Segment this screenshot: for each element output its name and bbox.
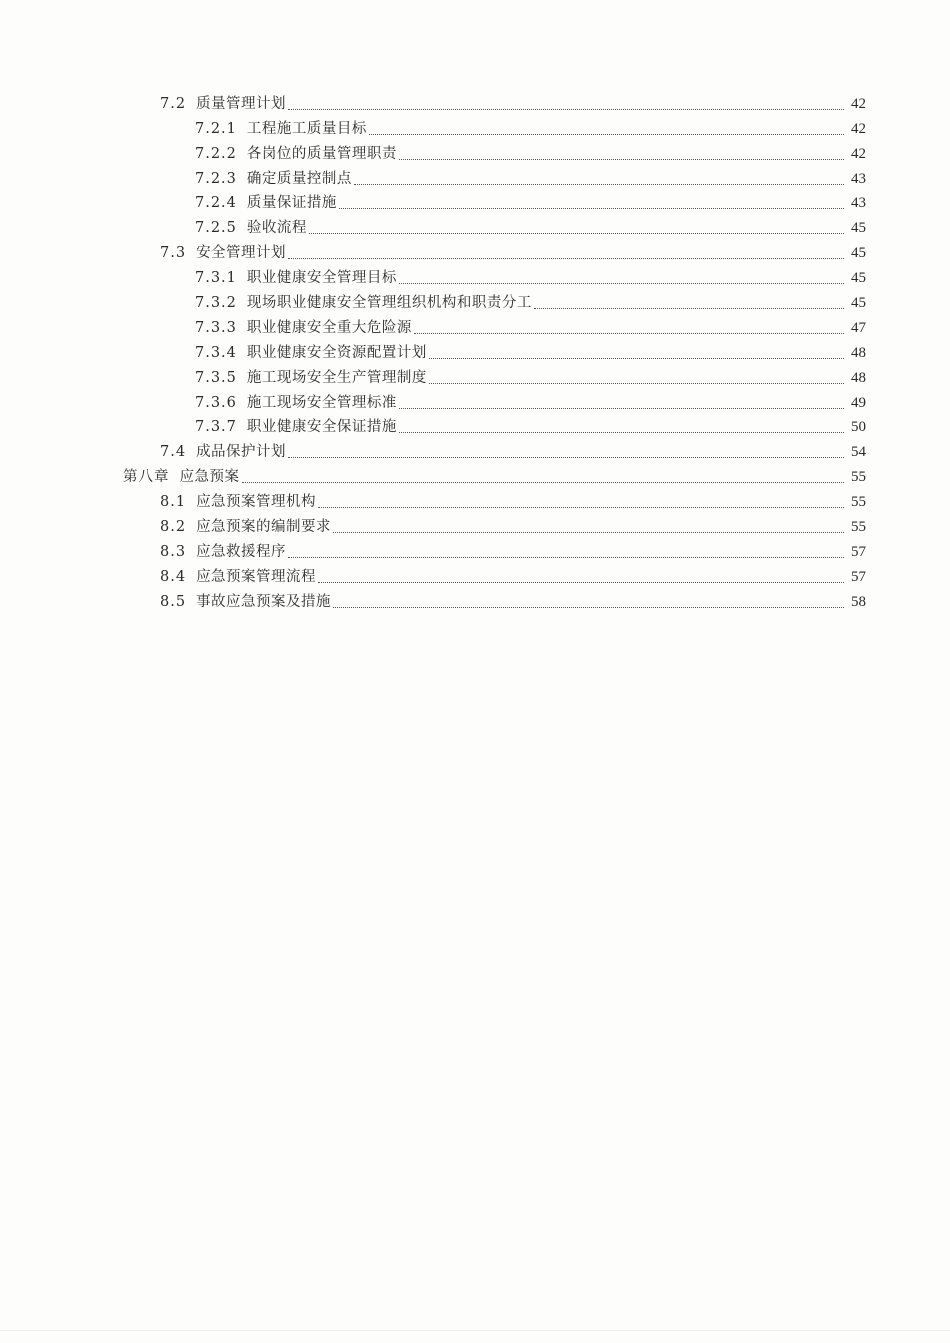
toc-entry-text: 质量保证措施 [246,195,337,212]
toc-entry-page-number: 45 [851,270,866,287]
toc-entry-title [195,219,307,237]
toc-entry [0,163,950,188]
toc-entry-page-number: 43 [851,195,866,212]
toc-entry-text: 质量管理计划 [196,95,287,112]
toc-entry-title [195,319,412,337]
toc-entry-number: 8.1 [160,494,187,511]
toc-entry-title [160,493,316,511]
dot-leader [288,457,844,458]
toc-entry [0,312,950,337]
toc-entry-page-number: 54 [851,444,866,461]
dot-leader [429,358,844,359]
toc-entry-number: 7.4 [160,444,187,461]
toc-entry-number: 7.3.5 [195,369,237,386]
toc-entry-number: 7.3.7 [195,419,237,436]
toc-entry-text: 应急预案管理机构 [196,494,317,511]
toc-entry-title [160,443,286,461]
toc-entry-text: 应急预案的编制要求 [196,519,332,536]
toc-entry [0,212,950,237]
toc-entry-number: 7.2.3 [195,170,237,187]
toc-entry-title [195,369,427,387]
toc-entry-number: 8.5 [160,593,187,610]
toc-entry-number: 7.3.6 [195,394,237,411]
toc-entry [0,561,950,586]
dot-leader [399,283,844,284]
dot-leader [399,159,844,160]
dot-leader [414,333,844,334]
toc-entry-title [195,145,397,163]
toc-entry-page-number: 42 [851,95,866,112]
toc-entry-text: 确定质量控制点 [246,170,352,187]
toc-entry-text: 验收流程 [246,220,307,237]
toc-entry [0,511,950,536]
dot-leader [288,258,844,259]
toc-entry-text: 施工现场安全管理标准 [246,394,397,411]
dot-leader [354,184,844,185]
scan-bottom-edge [0,1330,950,1331]
toc-entry [0,287,950,312]
toc-entry-page-number: 42 [851,145,866,162]
toc-entry-text: 现场职业健康安全管理组织机构和职责分工 [246,295,532,312]
toc-entry-number: 7.2.5 [195,220,237,237]
toc-entry-text: 工程施工质量目标 [246,120,367,137]
toc-entry-number: 7.3.3 [195,319,237,336]
toc-entry-page-number: 55 [851,519,866,536]
toc-entry-text: 施工现场安全生产管理制度 [246,369,427,386]
toc-entry-page-number: 49 [851,394,866,411]
toc-entry-title [195,194,337,212]
dot-leader [333,607,844,608]
toc-entry-title [195,344,427,362]
toc-entry [0,337,950,362]
dot-leader [318,582,844,583]
dot-leader [309,233,844,234]
dot-leader [429,383,844,384]
toc-entry-title [195,418,397,436]
toc-entry-page-number: 55 [851,469,866,486]
toc-entry [0,88,950,113]
toc-entry [0,412,950,437]
toc-entry-number: 7.3 [160,245,187,262]
toc-entry-page-number: 42 [851,120,866,137]
toc-entry-number: 7.3.1 [195,270,237,287]
toc-entry [0,536,950,561]
dot-leader [288,109,844,110]
toc-entry-number: 7.3.2 [195,295,237,312]
toc-entry-title [195,269,397,287]
toc-entry-number: 7.2.2 [195,145,237,162]
toc-entry-number: 7.3.4 [195,344,237,361]
toc-entry-page-number: 45 [851,295,866,312]
dot-leader [399,432,844,433]
toc-entry [0,138,950,163]
toc-entry [0,237,950,262]
toc-entry-page-number: 57 [851,568,866,585]
toc-entry-page-number: 43 [851,170,866,187]
toc-entry-text: 职业健康安全资源配置计划 [246,344,427,361]
toc-entry-title [195,394,397,412]
toc-entry-page-number: 55 [851,494,866,511]
toc-entry [0,436,950,461]
toc-entry [0,262,950,287]
toc-entry-title [160,543,286,561]
toc-entry-number: 8.4 [160,568,187,585]
toc-entry-page-number: 45 [851,220,866,237]
toc-entry [0,461,950,486]
toc-entry-title [160,593,331,611]
toc-entry-title [195,294,532,312]
toc-entry-number: 8.3 [160,543,187,560]
toc-entry [0,362,950,387]
dot-leader [288,557,844,558]
toc-entry-text: 职业健康安全管理目标 [246,270,397,287]
toc-entry-text: 安全管理计划 [196,245,287,262]
toc-entry [0,586,950,611]
toc-entry-number: 第八章 [123,469,170,486]
dot-leader [318,507,844,508]
toc-entry-text: 事故应急预案及措施 [196,593,332,610]
toc-entry-title [160,244,286,262]
toc-entry-text: 应急预案 [179,469,240,486]
toc-entry-page-number: 47 [851,319,866,336]
toc-entry [0,387,950,412]
dot-leader [534,308,844,309]
toc-entry-text: 职业健康安全重大危险源 [246,319,412,336]
toc-entry-number: 7.2 [160,95,187,112]
toc-entry [0,188,950,213]
toc-entry-page-number: 45 [851,245,866,262]
table-of-contents [0,88,950,611]
toc-entry-text: 应急预案管理流程 [196,568,317,585]
toc-entry-title [195,120,367,138]
toc-entry-text: 各岗位的质量管理职责 [246,145,397,162]
toc-entry-text: 职业健康安全保证措施 [246,419,397,436]
toc-entry-title [123,468,240,486]
toc-entry-title [195,170,352,188]
toc-entry-text: 应急救援程序 [196,543,287,560]
toc-entry-title [160,568,316,586]
toc-entry-number: 7.2.4 [195,195,237,212]
toc-entry-title [160,95,286,113]
toc-entry-title [160,518,331,536]
toc-entry [0,113,950,138]
dot-leader [369,134,844,135]
toc-entry-number: 8.2 [160,519,187,536]
toc-entry-page-number: 57 [851,543,866,560]
dot-leader [339,208,844,209]
toc-entry [0,486,950,511]
toc-entry-text: 成品保护计划 [196,444,287,461]
toc-entry-page-number: 48 [851,369,866,386]
toc-entry-page-number: 58 [851,593,866,610]
dot-leader [399,408,844,409]
dot-leader [333,532,844,533]
toc-entry-number: 7.2.1 [195,120,237,137]
dot-leader [242,482,845,483]
toc-entry-page-number: 50 [851,419,866,436]
toc-entry-page-number: 48 [851,344,866,361]
